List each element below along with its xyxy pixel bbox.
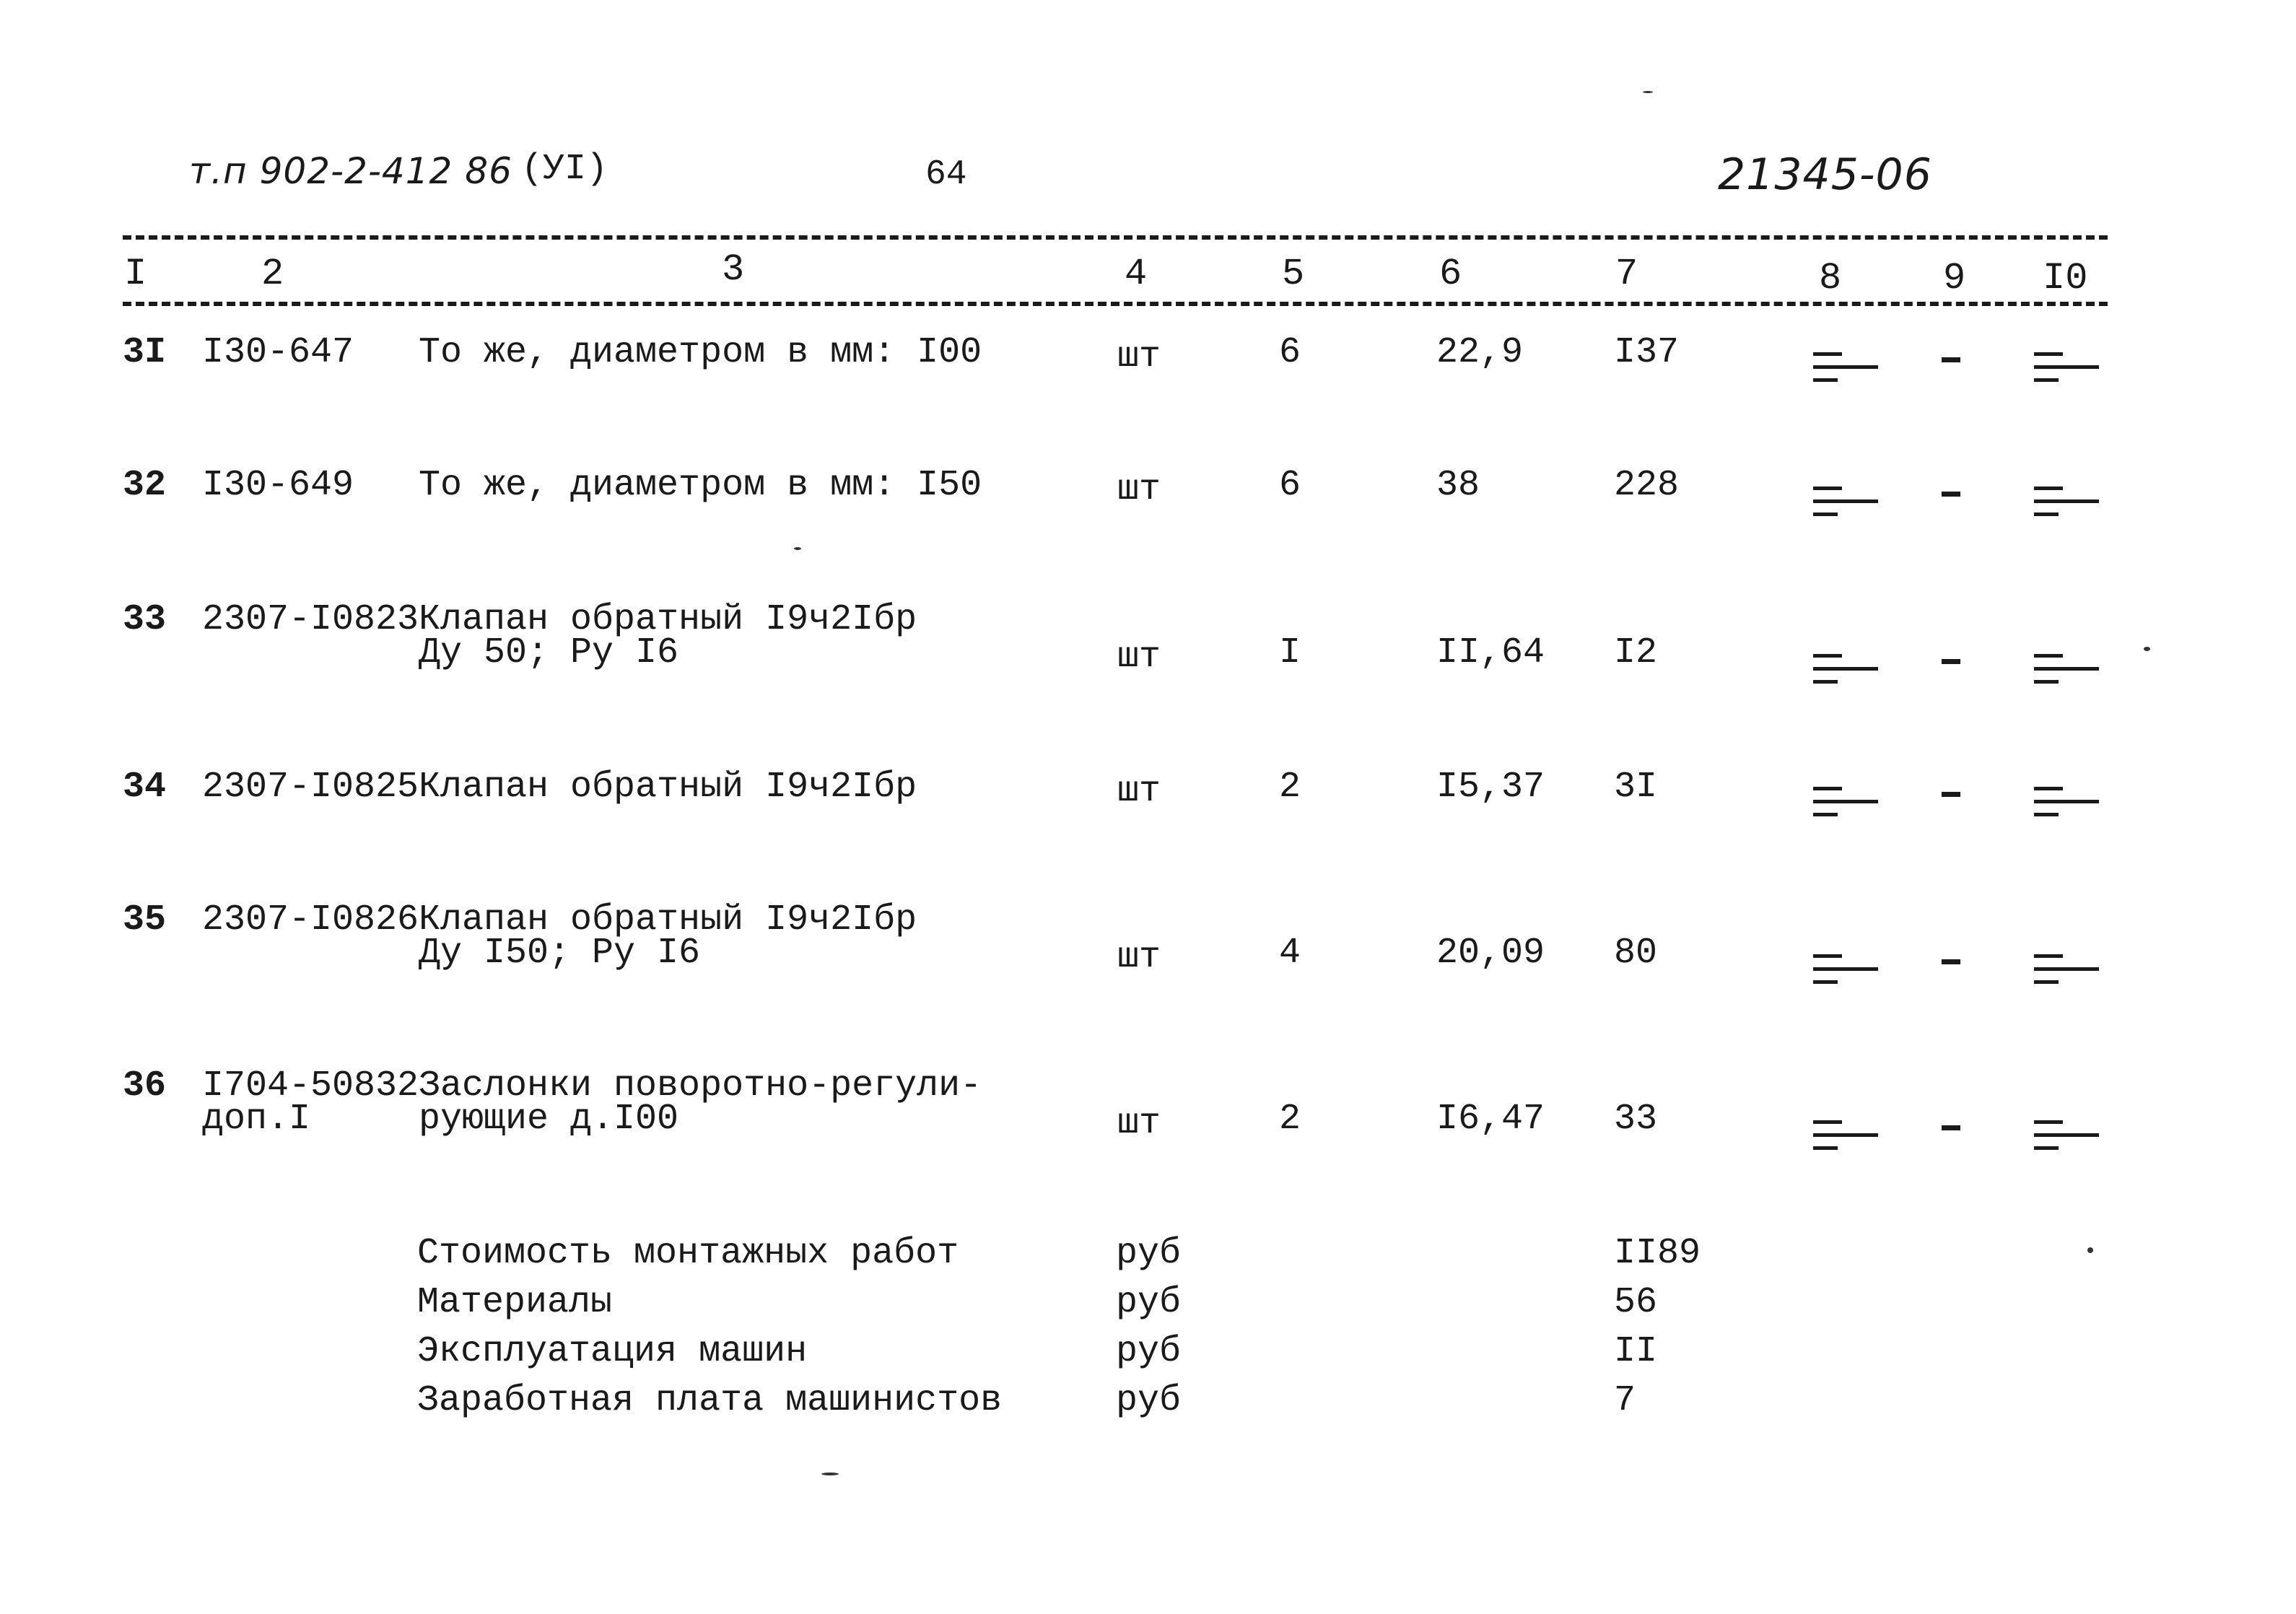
- row-total: 33: [1614, 1099, 1658, 1140]
- summary-unit: руб: [1116, 1233, 1182, 1274]
- scan-speck: [794, 547, 801, 550]
- dash-col9: [1942, 492, 1960, 497]
- row-price: I5,37: [1436, 767, 1545, 808]
- row-name: Клапан обратный I9ч2Iбр: [419, 899, 917, 941]
- row-unit: шт: [1117, 637, 1161, 678]
- dash-col9: [1942, 357, 1960, 362]
- row-price: 22,9: [1436, 332, 1524, 373]
- row-name-line2: Ду I50; Ру I6: [419, 933, 701, 974]
- row-total: 228: [1614, 465, 1680, 506]
- row-unit: шт: [1117, 336, 1161, 378]
- column-header: 8: [1819, 257, 1842, 300]
- row-unit: шт: [1117, 469, 1161, 510]
- summary-label: Заработная плата машинистов: [417, 1380, 1003, 1421]
- ditto-mark-col10: [2034, 787, 2099, 820]
- row-name: То же, диаметром в мм: I50: [419, 465, 982, 506]
- ditto-mark-col8: [1813, 1120, 1878, 1153]
- row-number: 32: [123, 465, 167, 506]
- ditto-mark-col10: [2034, 654, 2099, 687]
- row-total: 3I: [1614, 767, 1658, 808]
- column-header: 5: [1282, 253, 1305, 295]
- ditto-mark-col8: [1813, 352, 1878, 385]
- ditto-mark-col10: [2034, 1120, 2099, 1153]
- column-header: 4: [1125, 253, 1148, 295]
- summary-value: 7: [1614, 1380, 1636, 1421]
- summary-value: II89: [1614, 1233, 1701, 1274]
- summary-value: II: [1614, 1331, 1658, 1372]
- document-code: 21345-06: [1718, 149, 1932, 200]
- row-name: То же, диаметром в мм: I00: [419, 332, 982, 373]
- row-name: Клапан обратный I9ч2Iбр: [419, 767, 917, 808]
- summary-unit: руб: [1116, 1331, 1182, 1372]
- row-price: I6,47: [1436, 1099, 1545, 1140]
- column-header: I: [124, 253, 147, 295]
- row-quantity: 4: [1279, 933, 1301, 974]
- summary-label: Материалы: [417, 1282, 613, 1323]
- project-reference: т.п 902-2-412 86: [189, 150, 512, 192]
- row-unit: шт: [1117, 1103, 1161, 1144]
- row-total: 80: [1614, 933, 1658, 974]
- row-code: 2307-I0825: [202, 767, 419, 808]
- ditto-mark-col8: [1813, 787, 1878, 820]
- dash-col9: [1942, 792, 1960, 797]
- row-name: Заслонки поворотно-регули-: [419, 1065, 982, 1107]
- scan-speck: [821, 1473, 839, 1475]
- row-quantity: 6: [1279, 465, 1301, 506]
- row-price: 38: [1436, 465, 1480, 506]
- table-top-rule: [123, 235, 2108, 240]
- row-total: I2: [1614, 632, 1658, 673]
- ditto-mark-col8: [1813, 954, 1878, 987]
- row-name-line2: рующие д.I00: [419, 1099, 679, 1140]
- dash-col9: [1942, 1125, 1960, 1130]
- summary-unit: руб: [1116, 1380, 1182, 1421]
- column-header: I0: [2043, 257, 2088, 300]
- page-number: 64: [925, 155, 967, 194]
- row-code-line2: доп.I: [202, 1099, 311, 1140]
- row-code: 2307-I0823: [202, 599, 419, 640]
- row-code: 2307-I0826: [202, 899, 419, 941]
- row-number: 3I: [123, 332, 167, 373]
- ditto-mark-col8: [1813, 654, 1878, 687]
- summary-label: Стоимость монтажных работ: [417, 1233, 959, 1274]
- row-name-line2: Ду 50; Ру I6: [419, 632, 679, 673]
- ditto-mark-col10: [2034, 954, 2099, 987]
- row-quantity: I: [1279, 632, 1301, 673]
- row-unit: шт: [1117, 771, 1161, 812]
- row-number: 36: [123, 1065, 167, 1107]
- row-quantity: 2: [1279, 767, 1301, 808]
- scan-speck: [2087, 1247, 2093, 1253]
- row-code: I30-647: [202, 332, 354, 373]
- row-name: Клапан обратный I9ч2Iбр: [419, 599, 917, 640]
- ditto-mark-col10: [2034, 352, 2099, 385]
- scan-speck: [1643, 91, 1653, 93]
- table-header-rule: [123, 302, 2108, 306]
- volume-label: (УI): [521, 149, 608, 190]
- row-number: 35: [123, 899, 167, 941]
- row-price: 20,09: [1436, 933, 1545, 974]
- row-number: 33: [123, 599, 167, 640]
- row-price: II,64: [1436, 632, 1545, 673]
- row-quantity: 2: [1279, 1099, 1301, 1140]
- row-unit: шт: [1117, 937, 1161, 978]
- column-header: 3: [722, 248, 745, 291]
- row-number: 34: [123, 767, 167, 808]
- column-header: 6: [1439, 253, 1462, 295]
- column-header: 2: [261, 253, 284, 295]
- ditto-mark-col8: [1813, 487, 1878, 520]
- row-total: I37: [1614, 332, 1680, 373]
- summary-value: 56: [1614, 1282, 1658, 1323]
- column-header: 7: [1615, 253, 1638, 295]
- summary-unit: руб: [1116, 1282, 1182, 1323]
- column-header: 9: [1943, 257, 1966, 300]
- summary-label: Эксплуатация машин: [417, 1331, 808, 1372]
- row-code: I30-649: [202, 465, 354, 506]
- ditto-mark-col10: [2034, 487, 2099, 520]
- row-quantity: 6: [1279, 332, 1301, 373]
- row-code: I704-50832: [202, 1065, 419, 1107]
- scan-speck: [2144, 647, 2150, 651]
- dash-col9: [1942, 659, 1960, 664]
- dash-col9: [1942, 959, 1960, 964]
